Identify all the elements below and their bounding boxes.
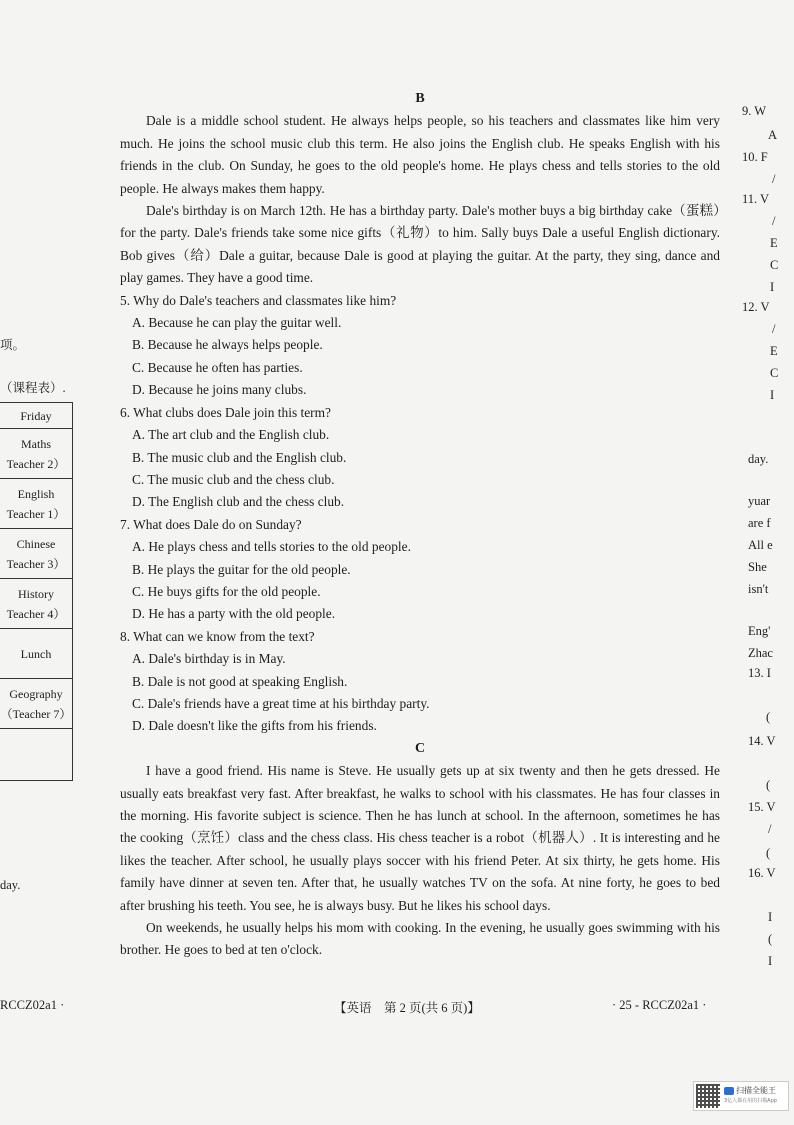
right-fragment-text: /: [772, 172, 776, 186]
option-b: B. He plays the guitar for the old people.: [132, 561, 351, 577]
right-fragment-text: 11. V: [742, 192, 770, 206]
option-a: A. Because he can play the guitar well.: [132, 315, 342, 331]
left-fragment-text: （课程表）.: [0, 381, 66, 395]
left-page-fragment: [0, 0, 80, 1125]
option-a: A. He plays chess and tells stories to the old people.: [132, 539, 411, 555]
schedule-cell: [0, 729, 72, 781]
right-fragment-text: E: [770, 344, 778, 358]
right-fragment-text: E: [770, 236, 778, 250]
left-fragment-text: 项。: [0, 338, 26, 352]
right-fragment-text: I: [770, 388, 775, 402]
right-fragment-text: C: [770, 258, 779, 272]
footer-page-number: 【英语 第 2 页(共 6 页)】: [334, 1001, 480, 1015]
scanner-logo-icon: [724, 1087, 734, 1095]
right-fragment-text: I: [768, 910, 773, 924]
right-page-fragment: [742, 0, 794, 1125]
right-fragment-text: are f: [748, 516, 771, 530]
right-fragment-text: 16. V: [748, 866, 776, 880]
right-fragment-text: day.: [748, 452, 769, 466]
right-fragment-text: C: [770, 366, 779, 380]
right-fragment-text: All e: [748, 538, 773, 552]
right-fragment-text: yuar: [748, 494, 771, 508]
option-c: C. Dale's friends have a great time at his birthday party.: [132, 695, 430, 711]
section-b-title: B: [415, 91, 425, 106]
right-fragment-text: (: [766, 710, 771, 724]
right-fragment-text: Eng': [748, 624, 771, 638]
right-fragment-text: I: [768, 954, 773, 968]
option-b: B. Because he always helps people.: [132, 337, 323, 353]
schedule-cell: Chinese Teacher 3）: [0, 529, 72, 579]
option-d: D. Dale doesn't like the gifts from his friends.: [132, 718, 377, 734]
section-c-paragraph-2: On weekends, he usually helps his mom with cooking. In the evening, he usually goes swimming with his brother. He goes to bed at ten o'clock.: [120, 920, 720, 958]
right-fragment-text: I: [770, 280, 775, 294]
right-fragment-text: A: [768, 128, 778, 142]
option-c: C. He buys gifts for the old people.: [132, 583, 321, 599]
right-fragment-text: /: [768, 822, 772, 836]
schedule-cell: Geography （Teacher 7）: [0, 679, 72, 729]
main-column: [120, 88, 720, 962]
right-fragment-text: (: [766, 778, 771, 792]
question-stem: 7. What does Dale do on Sunday?: [120, 516, 302, 532]
footer-left-code: RCCZ02a1 ·: [0, 998, 65, 1012]
option-c: C. Because he often has parties.: [132, 359, 303, 375]
option-d: D. Because he joins many clubs.: [132, 382, 307, 398]
right-fragment-text: 14. V: [748, 734, 776, 748]
question-6: [120, 402, 720, 514]
question-8: [120, 626, 720, 738]
schedule-cell: Lunch: [0, 629, 72, 679]
option-d: D. He has a party with the old people.: [132, 606, 336, 622]
section-c-title: C: [414, 740, 426, 756]
section-b-paragraph-1: Dale is a middle school student. He always helps people, so his teachers and classmates like him very much. He joins the school music club this term. He also joins the English club. He speaks English with his friends in the club. On Sunday, he goes to the old people's home. He plays chess and tells stories to the old people. He always makes them happy.: [120, 113, 720, 196]
right-fragment-text: (: [768, 932, 773, 946]
option-b: B. Dale is not good at speaking English.: [132, 673, 348, 689]
section-c-paragraph-1: I have a good friend. His name is Steve. He usually gets up at six twenty and then he gets dressed. He usually eats breakfast very fast. After breakfast, he walks to school with his classmates. He has four classes in the morning. His favorite subject is science. Then he has lunch at school. In the afternoon, sometimes he has the cooking（烹饪）class and the chess class. His chess teacher is a robot（机器人）. It is interesting and he likes the teacher. After school, he usually plays soccer with his friend Peter. At six thirty, he gets home. His family have dinner at seven ten. After that, he usually watches TV on the sofa. At nine forty, he goes to bed after brushing his teeth. You see, he is always busy. But he likes his school days.: [120, 763, 720, 913]
schedule-table-fragment: [0, 402, 73, 781]
right-fragment-text: 9. W: [742, 104, 767, 118]
scanner-watermark: [693, 1081, 789, 1111]
left-fragment-text: day.: [0, 878, 21, 892]
question-stem: 6. What clubs does Dale join this term?: [120, 404, 331, 420]
right-fragment-text: 13. I: [748, 666, 771, 680]
right-fragment-text: 12. V: [742, 300, 770, 314]
right-fragment-text: She: [748, 560, 767, 574]
right-fragment-text: (: [766, 846, 771, 860]
schedule-cell: Maths Teacher 2）: [0, 429, 72, 479]
schedule-cell: Friday: [0, 403, 72, 429]
schedule-cell: English Teacher 1）: [0, 479, 72, 529]
right-fragment-text: /: [772, 322, 776, 336]
right-fragment-text: 10. F: [742, 150, 768, 164]
option-b: B. The music club and the English club.: [132, 449, 347, 465]
footer-right-code: · 25 - RCCZ02a1 ·: [612, 998, 707, 1012]
right-fragment-text: 15. V: [748, 800, 776, 814]
right-fragment-text: /: [772, 214, 776, 228]
option-c: C. The music club and the chess club.: [132, 471, 335, 487]
question-5: [120, 290, 720, 402]
option-a: A. The art club and the English club.: [132, 427, 330, 443]
watermark-text: 扫描全能王 3亿人都在用的扫描App: [724, 1086, 777, 1104]
schedule-cell: History Teacher 4）: [0, 579, 72, 629]
qr-code-icon: [696, 1084, 720, 1108]
question-7: [120, 514, 720, 626]
question-stem: 5. Why do Dale's teachers and classmates like him?: [120, 292, 397, 308]
section-b-paragraph-2: Dale's birthday is on March 12th. He has a birthday party. Dale's mother buys a big birthday cake（蛋糕）for the party. Dale's friends take some nice gifts（礼物）to him. Sally buys Dale a useful English dictionary. Bob gives（给）Dale a guitar, because Dale is good at playing the guitar. At the party, they sing, dance and play games. They have a good time.: [120, 203, 720, 286]
right-fragment-text: Zhac: [748, 646, 773, 660]
right-fragment-text: isn't: [748, 582, 769, 596]
option-d: D. The English club and the chess club.: [132, 494, 345, 510]
question-stem: 8. What can we know from the text?: [120, 628, 315, 644]
option-a: A. Dale's birthday is in May.: [132, 651, 286, 667]
